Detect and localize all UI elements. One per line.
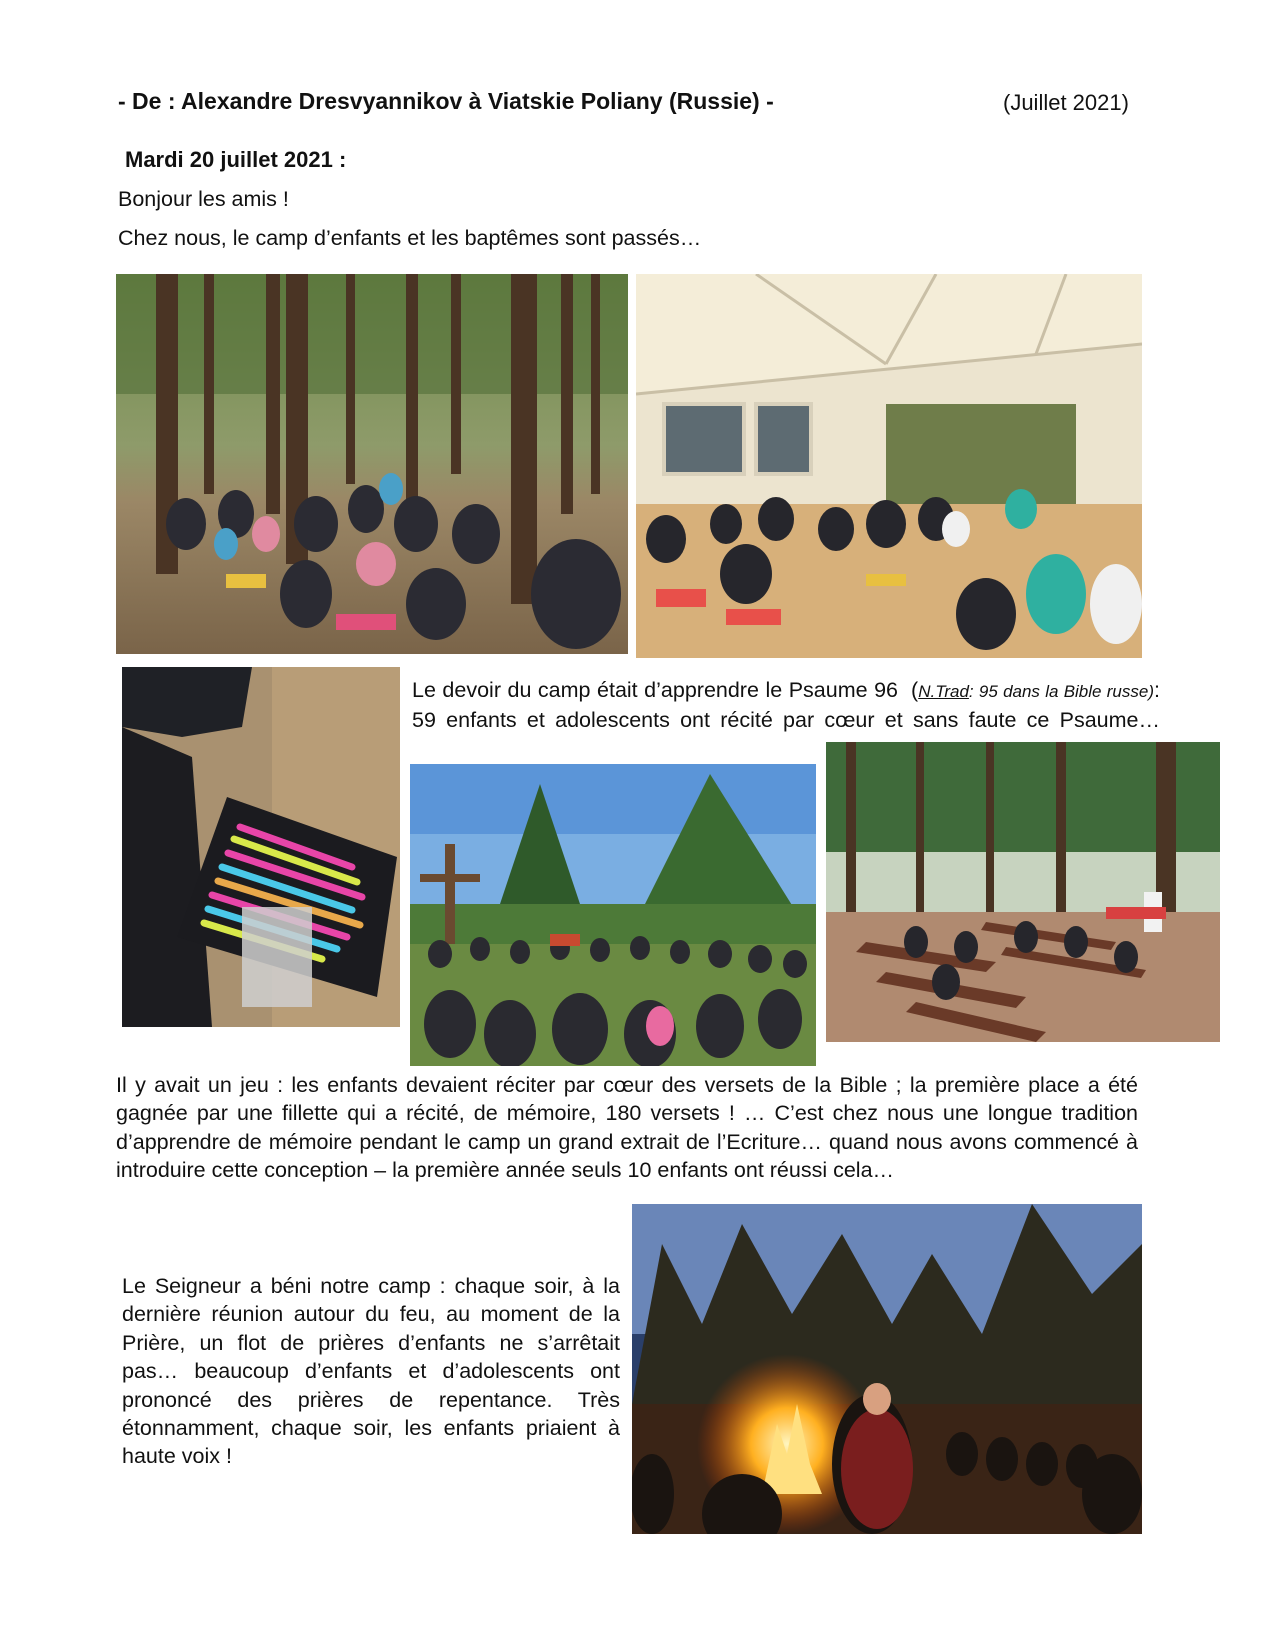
greeting-text: Bonjour les amis ! [118, 187, 289, 211]
psalm-text-after: : 59 enfants et adolescents ont récité par cœur et sans faute ce Psaume… [412, 678, 1160, 733]
entry-day: Mardi 20 juillet 2021 : [125, 147, 347, 172]
letter-date: (Juillet 2021) [1003, 90, 1129, 115]
intro-text: Chez nous, le camp d’enfants et les baptêmes sont passés… [118, 226, 702, 250]
game-paragraph: Il y avait un jeu : les enfants devaient réciter par cœur des versets de la Bible ; la première place a été gagnée par une fillette qui a récité, de mémoire, 180 versets ! … C’est chez nous une longue tradition d’apprendre de mémoire pendant le camp un grand extrait de l’Ecriture… quand nous avons commencé à introduire cette conception – la première année seuls 10 enfants ont réussi cela… [116, 1073, 1138, 1183]
photo-benches-forest [826, 742, 1220, 1042]
blessing-paragraph: Le Seigneur a béni notre camp : chaque soir, à la dernière réunion autour du feu, au moment de la Prière, un flot de prières d’enfants ne s’arrêtait pas… beaucoup d’enfants et d’adolescents ont prononcé des prières de repentance. Très étonnamment, chaque soir, les enfants priaient à haute voix ! [122, 1274, 620, 1469]
ntrad-note-label: N.Trad [918, 682, 969, 701]
psalm-paragraph [412, 676, 1160, 735]
ntrad-note-text: : 95 dans la Bible russe) [968, 682, 1154, 701]
ntrad-note-open: ( [911, 678, 919, 702]
photo-cross-outdoor-circle [410, 764, 816, 1066]
photo-forest-gathering [116, 274, 628, 654]
psalm-text-before: Le devoir du camp était d’apprendre le Psaume 96 [412, 678, 898, 702]
photo-campfire-evening [632, 1204, 1142, 1534]
letter-header-title: - De : Alexandre Dresvyannikov à Viatskie Poliany (Russie) - [118, 88, 774, 114]
photo-tent-meeting [636, 274, 1142, 658]
photo-psalm-sheet [122, 667, 400, 1027]
